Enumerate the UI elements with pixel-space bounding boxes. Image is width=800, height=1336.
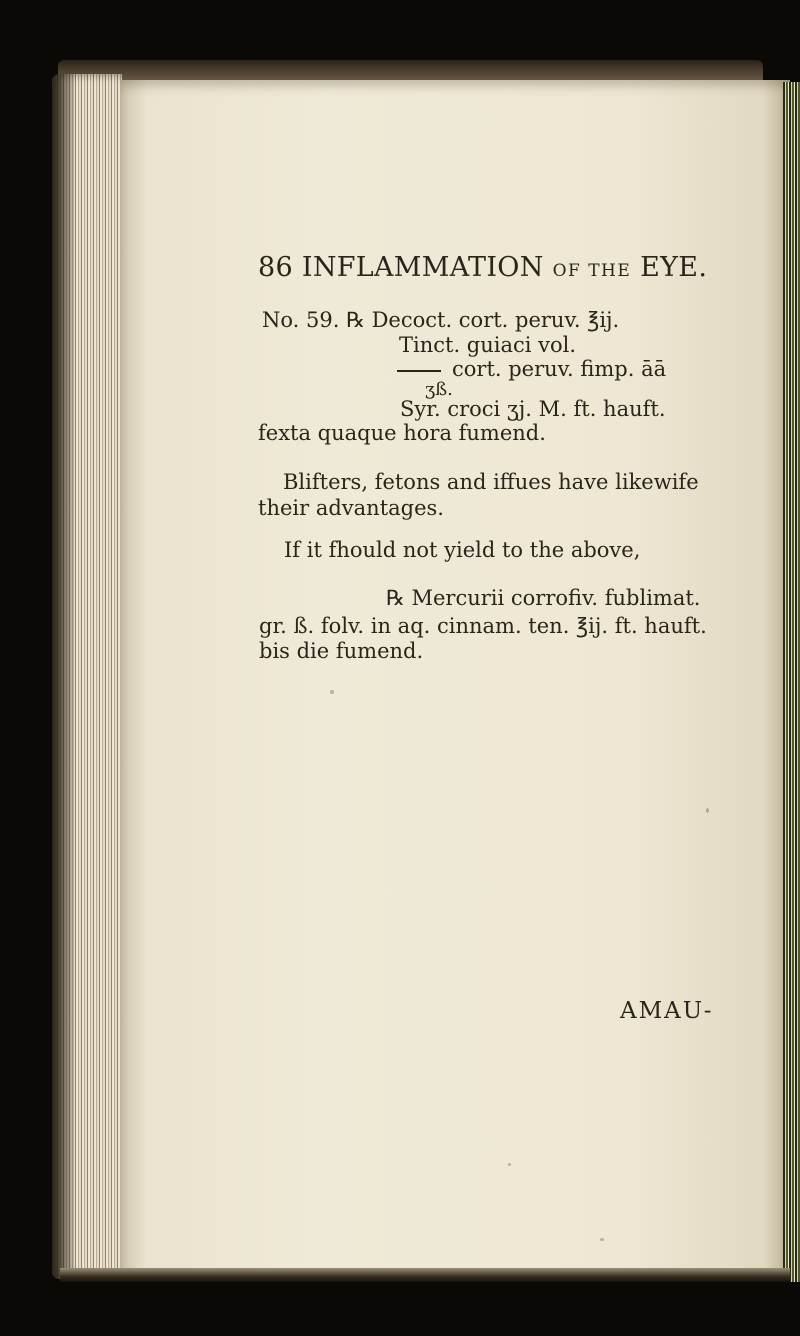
book-top-edge — [58, 60, 763, 82]
paragraph-line: their advantages. — [258, 496, 444, 520]
paper-spot — [600, 1238, 604, 1241]
recipe-line: No. 59. ℞ Decoct. cort. peruv. ℥ij. — [262, 308, 620, 332]
paragraph-line: If it fhould not yield to the above, — [284, 538, 641, 562]
gutter-shadow — [52, 74, 74, 1279]
ditto-dash — [397, 370, 441, 372]
paragraph-line: Blifters, fetons and iffues have likewife — [283, 470, 699, 494]
recipe-line: Tinct. guiaci vol. — [399, 333, 577, 357]
recipe-line: gr. ß. folv. in aq. cinnam. ten. ℥ij. ft. hauft. — [259, 614, 707, 638]
catchword: AMAU- — [620, 998, 714, 1024]
running-title-small: OF THE — [552, 261, 632, 281]
running-title-end: EYE. — [640, 252, 708, 283]
page-number: 86 — [258, 252, 293, 283]
recipe-line: fexta quaque hora fumend. — [258, 421, 546, 445]
recipe-line: bis die fumend. — [259, 639, 424, 663]
book-bottom-edge — [60, 1268, 790, 1282]
recipe-line: ℞ Mercurii corrofiv. fublimat. — [386, 586, 701, 610]
recipe-line: ʒß. — [425, 379, 453, 400]
recipe-line: cort. peruv. fimp. āā — [452, 357, 667, 381]
recipe-line: Syr. croci ʒj. M. ft. hauft. — [400, 397, 666, 421]
paper-spot — [706, 808, 709, 813]
paper-spot — [508, 1163, 511, 1166]
paper-spot — [330, 690, 334, 694]
page-right-edge — [783, 82, 800, 1282]
running-title: INFLAMMATION — [301, 252, 544, 283]
running-header — [258, 254, 707, 281]
